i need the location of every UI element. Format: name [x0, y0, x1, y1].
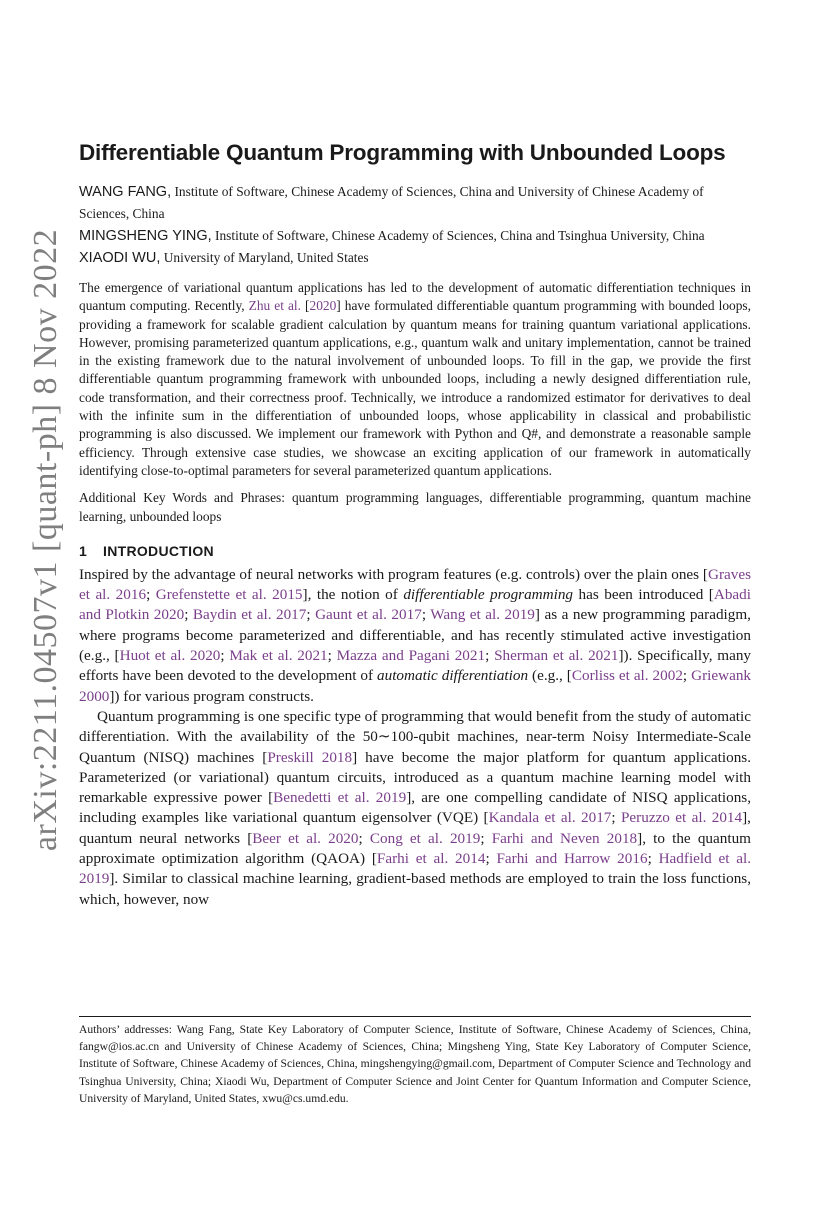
- arxiv-side-label: [28, 230, 64, 850]
- paragraph-text: ;: [327, 647, 337, 665]
- section-number: 1: [79, 542, 88, 559]
- paragraph-text: ] have become the major platform for quantum applications. Parameterized (or variational) quantum circuits, introduced as a quantum machine learning model with remarkable expressive power [: [79, 748, 751, 807]
- paragraph-text: ], to the quantum approximate optimization algorithm (QAOA) [: [79, 829, 751, 868]
- paragraph-text: ], are one compelling candidate of NISQ applications, including examples like variational quantum eigensolver (VQE) [: [79, 789, 751, 827]
- author-entry: [79, 247, 751, 269]
- paragraph-text: ] as a new programming paradigm, where programs become parameterized and differentiable, and has recently stimulated active investigation (e.g., [: [79, 606, 751, 665]
- author-entry: [79, 181, 751, 225]
- paragraph-text: ;: [647, 850, 659, 868]
- paragraph-text: ]. Similar to classical machine learning, gradient-based methods are employed to train the loss functions, which, however, now: [79, 870, 751, 908]
- paragraph-text: Inspired by the advantage of neural networks with program features (e.g. controls) over the plain ones [: [79, 565, 708, 583]
- citation-link[interactable]: Zhu et al.: [248, 298, 301, 314]
- paragraph-text: ]) for various program constructs.: [109, 687, 314, 705]
- citation-link[interactable]: Kandala et al. 2017: [488, 809, 612, 827]
- author-entry: [79, 225, 751, 247]
- keywords: Additional Key Words and Phrases: quantum programming languages, differentiable programming, quantum machine learning, unbounded loops: [79, 490, 751, 524]
- abstract-text-rest: ] have formulated differentiable quantum programming with bounded loops, providing a framework for scalable gradient calculation by quantum means for training quantum variational applications. However, promising parameterized quantum applications, e.g., quantum walk and unitary implementation, cannot be trained in the existing framework due to the natural involvement of unbounded loops. To fill in the gap, we provide the first differentiable quantum programming framework with unbounded loops, including a newly designed differentiation rule, code transformation, and their correctness proof. Technically, we introduce a randomized estimator for derivatives to deal with the infinite sum in the differentiation of unbounded loops, whose applicability in classical and probabilistic programming is also discussed. We implement our framework with Python and Q#, and demonstrate a reasonable sample efficiency. Through extensive case studies, we showcase an exciting application of our framework in automatically identifying close-to-optimal parameters for several parameterized quantum applications.: [79, 298, 751, 478]
- citation-bracket: [: [301, 298, 310, 314]
- paper-first-page: [79, 138, 751, 910]
- citation-link[interactable]: Abadi and Plotkin 2020: [79, 586, 751, 624]
- paragraph-text: ], the notion of: [302, 586, 404, 604]
- paragraph-text: (e.g., [: [528, 667, 572, 685]
- paragraph-text: ;: [220, 647, 230, 665]
- citation-link[interactable]: Griewank 2000: [79, 667, 752, 705]
- paragraph-text: ;: [358, 829, 370, 847]
- author-affiliation: Institute of Software, Chinese Academy of Sciences, China and University of Chinese Academy of Sciences, China: [79, 184, 704, 221]
- paragraph-text: ;: [682, 667, 692, 685]
- citation-year-link[interactable]: 2020: [309, 298, 337, 314]
- footnote: [79, 1016, 751, 1107]
- intro-paragraph-2: [79, 707, 751, 910]
- arxiv-identifier: arXiv:2211.04507v1 [quant-ph] 8 Nov 2022: [27, 228, 64, 852]
- abstract: [79, 279, 751, 480]
- emphasized-term: automatic differentiation: [377, 667, 529, 685]
- paragraph-text: ;: [480, 829, 492, 847]
- citation-link[interactable]: Huot et al. 2020: [119, 647, 221, 665]
- intro-paragraph-1: [79, 565, 751, 707]
- citation-link[interactable]: Farhi et al. 2014: [376, 850, 486, 868]
- citation-link[interactable]: Farhi and Neven 2018: [491, 829, 638, 847]
- author-name: XIAODI WU,: [79, 250, 161, 266]
- paragraph-text: ], quantum neural networks [: [79, 809, 751, 847]
- paragraph-text: ;: [146, 586, 156, 604]
- citation-link[interactable]: Baydin et al. 2017: [192, 606, 307, 624]
- author-affiliation: University of Maryland, United States: [163, 250, 369, 265]
- emphasized-term: differentiable programming: [403, 586, 574, 604]
- paragraph-text: ;: [421, 606, 431, 624]
- paragraph-text: ]). Specifically, many efforts have been devoted to the development of: [79, 647, 752, 685]
- citation-link[interactable]: Benedetti et al. 2019: [273, 789, 407, 807]
- citation-link[interactable]: Corliss et al. 2002: [571, 667, 683, 685]
- author-name: MINGSHENG YING,: [79, 228, 212, 244]
- paragraph-text: ;: [611, 809, 621, 827]
- citation-link[interactable]: Preskill 2018: [267, 748, 353, 766]
- citation-link[interactable]: Cong et al. 2019: [369, 829, 481, 847]
- authors-addresses: Authors’ addresses: Wang Fang, State Key Laboratory of Computer Science, Institute of Software, Chinese Academy of Sciences, China, fangw@ios.ac.cn and University of Chinese Academy of Sciences, China; Mingsheng Ying, State Key Laboratory of Computer Science, Institute of Software, Chinese Academy of Sciences, China, mingshengying@gmail.com, Department of Computer Science and Technology and Tsinghua University, China; Xiaodi Wu, Department of Computer Science and Joint Center for Quantum Information and Computer Science, University of Maryland, United States, xwu@cs.umd.edu.: [79, 1023, 751, 1105]
- citation-link[interactable]: Farhi and Harrow 2016: [496, 850, 648, 868]
- citation-link[interactable]: Beer et al. 2020: [252, 829, 359, 847]
- paragraph-text: ;: [306, 606, 316, 624]
- paragraph-text: ;: [485, 850, 497, 868]
- author-affiliation: Institute of Software, Chinese Academy of Sciences, China and Tsinghua University, China: [215, 228, 705, 243]
- citation-link[interactable]: Wang et al. 2019: [430, 606, 535, 624]
- citation-link[interactable]: Mazza and Pagani 2021: [336, 647, 486, 665]
- paragraph-text: ;: [184, 606, 193, 624]
- section-heading: [79, 543, 751, 559]
- citation-link[interactable]: Sherman et al. 2021: [494, 647, 619, 665]
- author-name: WANG FANG,: [79, 184, 172, 200]
- citation-link[interactable]: Gaunt et al. 2017: [315, 606, 422, 624]
- citation-link[interactable]: Hadfield et al. 2019: [79, 850, 751, 888]
- citation-link[interactable]: Peruzzo et al. 2014: [620, 809, 743, 827]
- section-title: INTRODUCTION: [103, 542, 214, 559]
- paragraph-text: has been introduced [: [573, 586, 714, 604]
- paragraph-text: Quantum programming is one specific type of programming that would benefit from the study of automatic differentiation. With the availability of the 50∼100-qubit machines, near-term Noisy Intermediate-Scale Quantum (NISQ) machines [: [79, 707, 751, 766]
- paragraph-text: ;: [485, 647, 495, 665]
- citation-link[interactable]: Grefenstette et al. 2015: [155, 586, 303, 604]
- abstract-text-start: The emergence of variational quantum applications has led to the development of automatic differentiation techniques in quantum computing. Recently,: [79, 280, 751, 314]
- citation-link[interactable]: Graves et al. 2016: [79, 565, 751, 604]
- citation-link[interactable]: Mak et al. 2021: [229, 647, 328, 665]
- paper-title: Differentiable Quantum Programming with Unbounded Loops: [79, 140, 726, 165]
